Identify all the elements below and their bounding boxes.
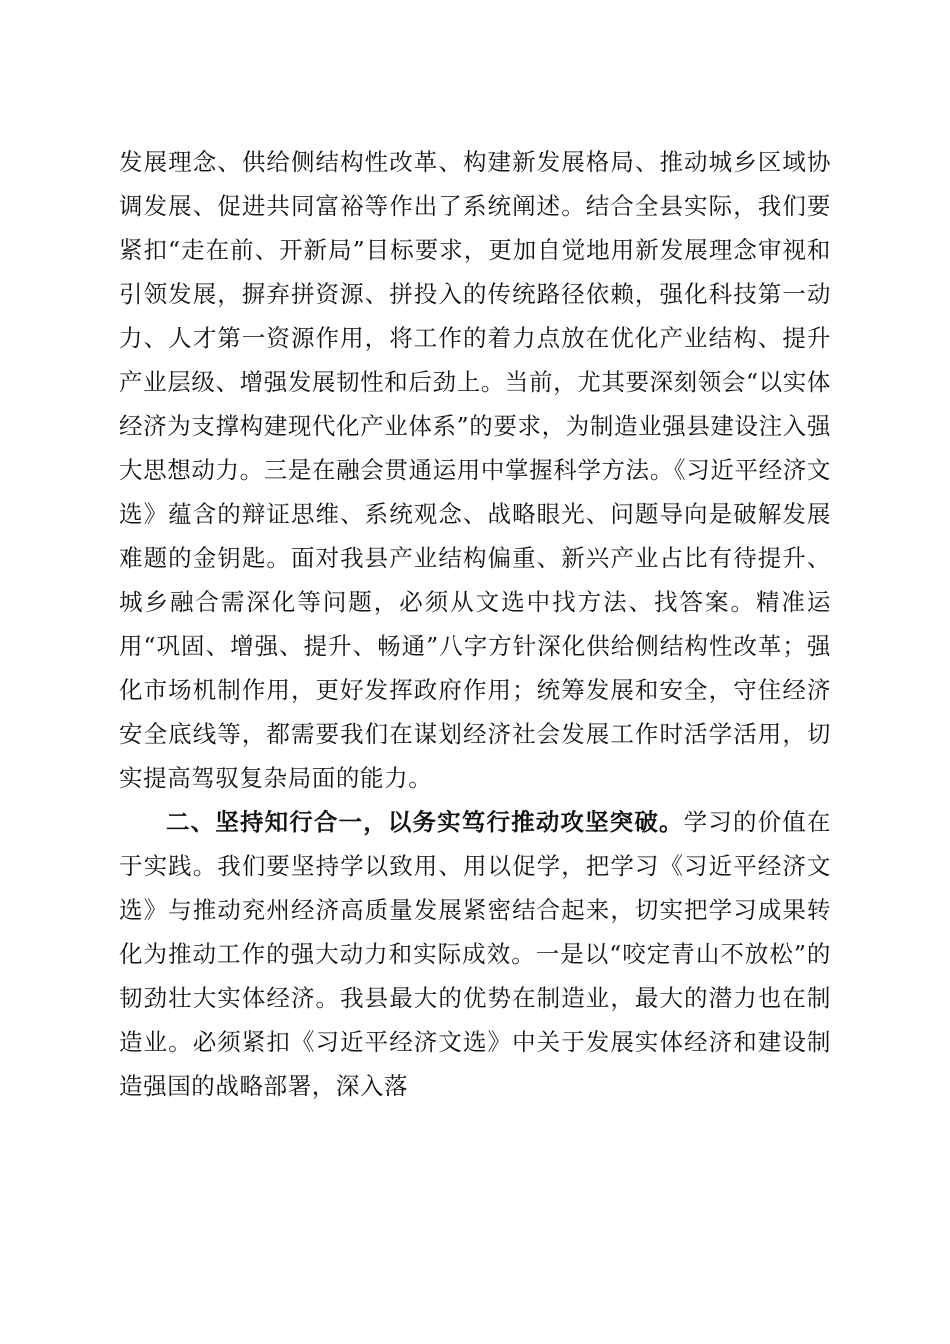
paragraph-continued: 发展理念、供给侧结构性改革、构建新发展格局、推动城乡区域协调发展、促进共同富裕等作出了系统阐述。结合全县实际，我们要紧扣“走在前、开新局”目标要求，更加自觉地用新发展理念审视和引领发展，摒弃拼资源、拼投入的传统路径依赖，强化科技第一动力、人才第一资源作用，将工作的着力点放在优化产业结构、提升产业层级、增强发展韧性和后劲上。当前，尤其要深刻领会“以实体经济为支撑构建现代化产业体系”的要求，为制造业强县建设注入强大思想动力。三是在融会贯通运用中掌握科学方法。《习近平经济文选》蕴含的辩证思维、系统观念、战略眼光、问题导向是破解发展难题的金钥匙。面对我县产业结构偏重、新兴产业占比有待提升、城乡融合需深化等问题，必须从文选中找方法、找答案。精准运用“巩固、增强、提升、畅通”八字方针深化供给侧结构性改革；强化市场机制作用，更好发挥政府作用；统筹发展和安全，守住经济安全底线等，都需要我们在谋划经济社会发展工作时活学活用，切实提高驾驭复杂局面的能力。 [119, 148, 831, 792]
section-heading: 二、坚持知行合一，以务实笃行推动攻坚突破。 [166, 808, 684, 836]
document-body [119, 140, 831, 1108]
paragraph-section-two [119, 800, 831, 1108]
section-body: 学习的价值在于实践。我们要坚持学以致用、用以促学，把学习《习近平经济文选》与推动兖州经济高质量发展紧密结合起来，切实把学习成果转化为推动工作的强大动力和实际成效。一是以“咬定青山不放松”的韧劲壮大实体经济。我县最大的优势在制造业，最大的潜力也在制造业。必须紧扣《习近平经济文选》中关于发展实体经济和建设制造强国的战略部署，深入落 [119, 808, 831, 1100]
